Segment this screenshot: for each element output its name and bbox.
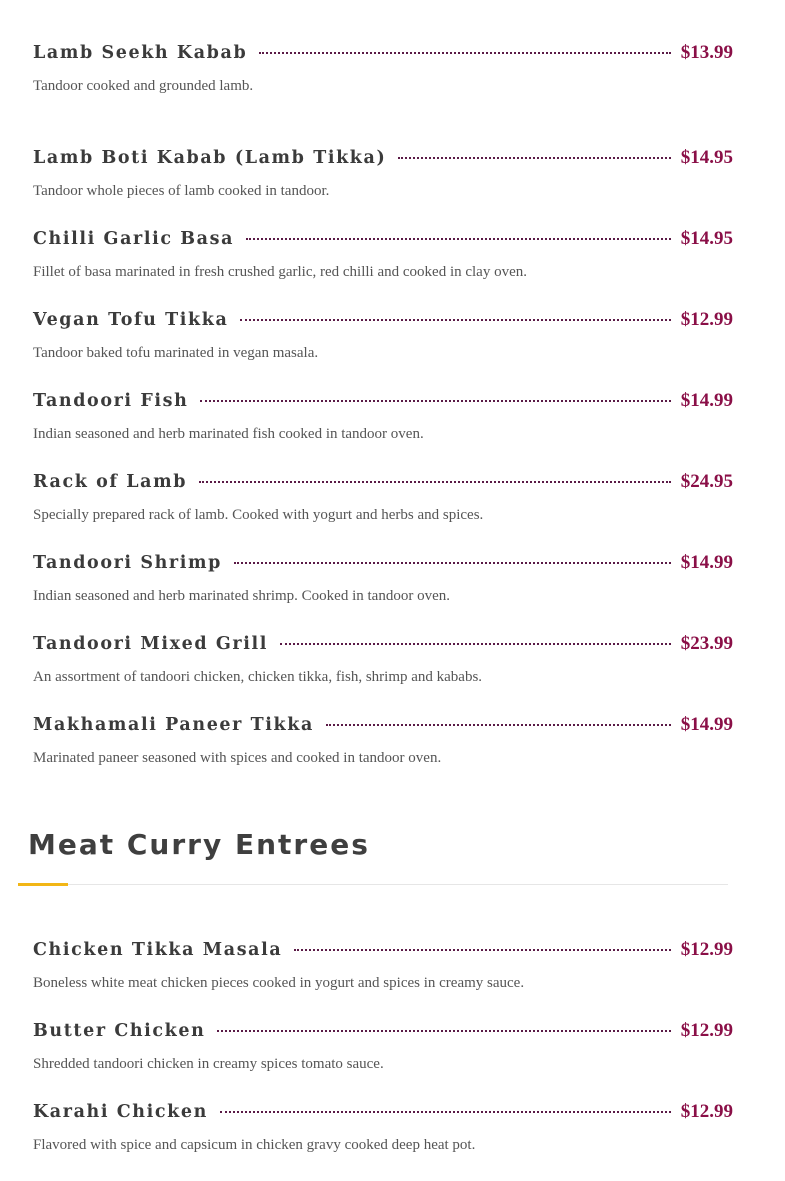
menu-item-name: Tandoori Shrimp: [33, 553, 222, 573]
menu-item-name: Vegan Tofu Tikka: [33, 310, 229, 330]
menu-item-price: $12.99: [680, 939, 733, 960]
menu-item-price: $12.99: [680, 309, 733, 330]
menu-item-description: Indian seasoned and herb marinated shrimp. Cooked in tandoor oven.: [33, 588, 450, 604]
menu-item: [33, 714, 733, 767]
menu-item-name: Tandoori Fish: [33, 391, 189, 411]
menu-item-price: $12.99: [680, 1101, 733, 1122]
menu-item-price: $12.99: [680, 1020, 733, 1041]
menu-item: [33, 228, 733, 281]
menu-item-description: An assortment of tandoori chicken, chicken tikka, fish, shrimp and kababs.: [33, 669, 483, 685]
menu-item-name: Lamb Seekh Kabab: [33, 43, 248, 63]
dotted-leader: [280, 643, 671, 645]
dotted-leader: [294, 949, 670, 951]
menu-item: [33, 42, 733, 95]
menu-item-name: Tandoori Mixed Grill: [33, 634, 268, 654]
dotted-leader: [326, 724, 671, 726]
menu-item-header: [33, 42, 733, 70]
menu-item-description: Specially prepared rack of lamb. Cooked with yogurt and herbs and spices.: [33, 507, 484, 523]
menu-item-header: [33, 1020, 733, 1048]
menu-item-description: Tandoor cooked and grounded lamb.: [33, 78, 254, 94]
menu-item-name: Rack of Lamb: [33, 472, 188, 492]
menu-item-price: $14.95: [680, 147, 733, 168]
menu-item-name: Makhamali Paneer Tikka: [33, 715, 314, 735]
section-accent-bar: [18, 883, 68, 886]
menu-item-price: $14.95: [680, 228, 733, 249]
dotted-leader: [246, 238, 671, 240]
menu-item-price: $24.95: [680, 471, 733, 492]
menu-item: [33, 552, 733, 605]
menu-item-header: [33, 309, 733, 337]
menu-item: [33, 309, 733, 362]
menu-item-description: Shredded tandoori chicken in creamy spices tomato sauce.: [33, 1056, 384, 1072]
menu-item: [33, 939, 733, 992]
menu-item-price: $13.99: [680, 42, 733, 63]
section-title: Meat Curry Entrees: [28, 828, 370, 861]
menu-item-name: Lamb Boti Kabab (Lamb Tikka): [33, 148, 387, 168]
dotted-leader: [398, 157, 670, 159]
dotted-leader: [199, 481, 671, 483]
menu-item: [33, 1101, 733, 1154]
menu-item: [33, 390, 733, 443]
menu-item-header: [33, 390, 733, 418]
menu-item-price: $23.99: [680, 633, 733, 654]
dotted-leader: [259, 52, 670, 54]
menu-item-price: $14.99: [680, 390, 733, 411]
menu-item-description: Flavored with spice and capsicum in chicken gravy cooked deep heat pot.: [33, 1137, 476, 1153]
dotted-leader: [240, 319, 670, 321]
menu-item-header: [33, 228, 733, 256]
menu-item: [33, 1020, 733, 1073]
menu-item-header: [33, 939, 733, 967]
menu-item-description: Fillet of basa marinated in fresh crushed garlic, red chilli and cooked in clay oven.: [33, 264, 527, 280]
menu-item-price: $14.99: [680, 552, 733, 573]
menu-item: [33, 633, 733, 686]
menu-item-description: Tandoor whole pieces of lamb cooked in tandoor.: [33, 183, 330, 199]
menu-item-price: $14.99: [680, 714, 733, 735]
dotted-leader: [234, 562, 671, 564]
menu-item-header: [33, 633, 733, 661]
menu-item-header: [33, 714, 733, 742]
menu-item-header: [33, 471, 733, 499]
dotted-leader: [217, 1030, 670, 1032]
dotted-leader: [200, 400, 670, 402]
menu-item-description: Indian seasoned and herb marinated fish cooked in tandoor oven.: [33, 426, 424, 442]
menu-item-name: Chicken Tikka Masala: [33, 940, 283, 960]
menu-item-description: Marinated paneer seasoned with spices and cooked in tandoor oven.: [33, 750, 442, 766]
menu-item-description: Boneless white meat chicken pieces cooked in yogurt and spices in creamy sauce.: [33, 975, 525, 991]
section-divider: [18, 884, 728, 885]
menu-item: [33, 471, 733, 524]
menu-item-header: [33, 552, 733, 580]
menu-item-name: Butter Chicken: [33, 1021, 206, 1041]
menu-item-name: Karahi Chicken: [33, 1102, 208, 1122]
dotted-leader: [220, 1111, 671, 1113]
menu-item-header: [33, 1101, 733, 1129]
menu-item: [33, 147, 733, 200]
menu-item-description: Tandoor baked tofu marinated in vegan masala.: [33, 345, 319, 361]
menu-item-header: [33, 147, 733, 175]
menu-item-name: Chilli Garlic Basa: [33, 229, 235, 249]
